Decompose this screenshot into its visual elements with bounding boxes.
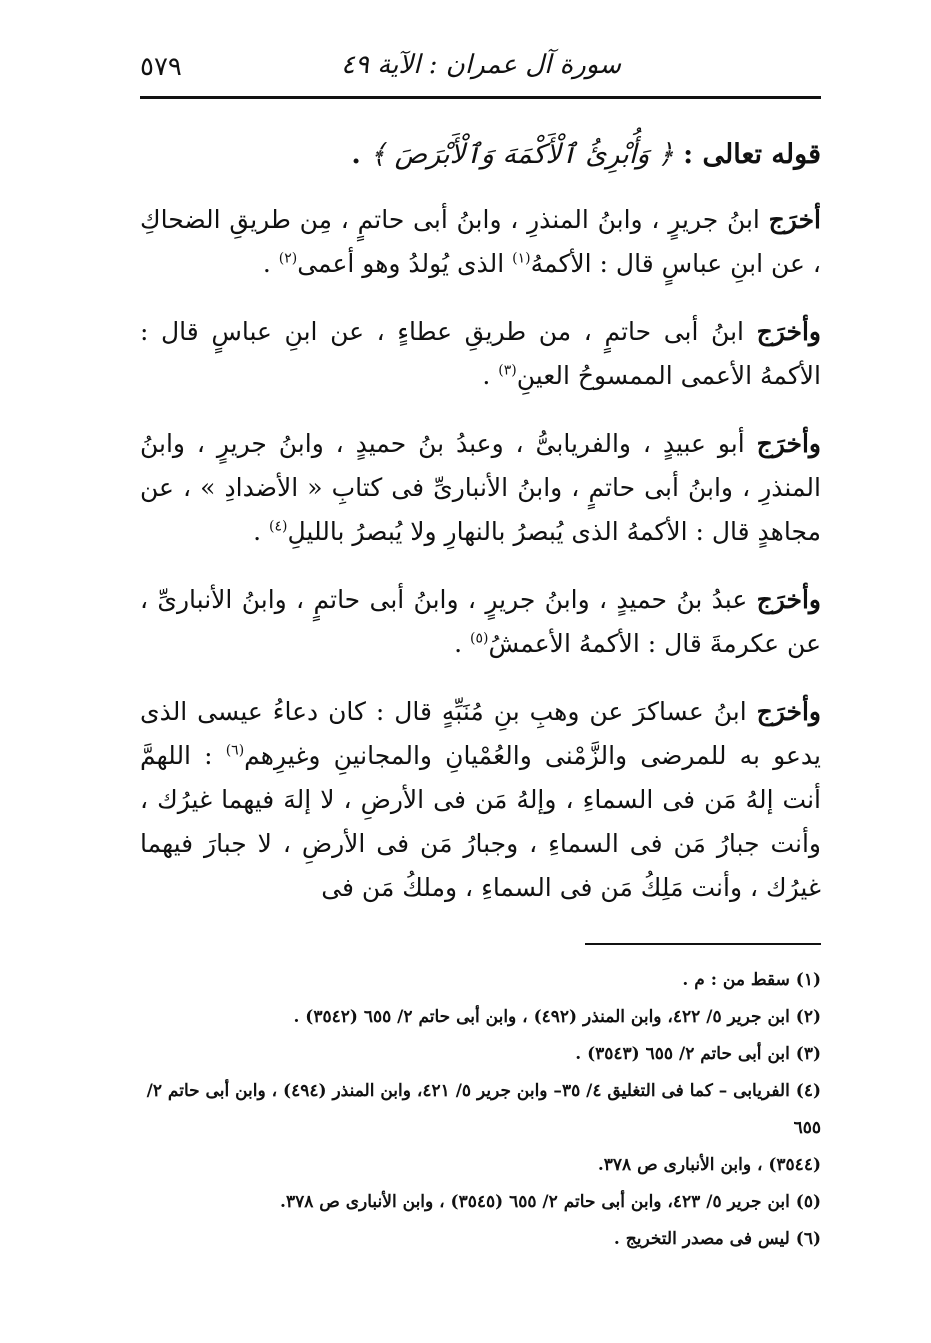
footnote-3: (٣) ابن أبى حاتم ٢/ ٦٥٥ (٣٥٤٣) . [575, 1044, 821, 1064]
paragraph-end: . [454, 629, 463, 658]
verse-heading [140, 130, 821, 180]
paragraph-1 [140, 198, 821, 286]
footnote-6: (٦) ليس فى مصدر التخريج . [613, 1229, 821, 1249]
footnote-5: (٥) ابن جرير ٥/ ٤٢٣، وابن أبى حاتم ٢/ ٦٥٥ (٣٥٤٥) ، وابن الأنبارى ص ٣٧٨. [280, 1192, 821, 1212]
page-number: ٥٧٩ [140, 52, 182, 82]
footnote-ref: (٦) [225, 742, 245, 759]
header-rule [140, 96, 821, 99]
paragraph-text: أبو عبيدٍ ، والفريابىُّ ، وعبدُ بنُ حميدٍ ، وابنُ جريرٍ ، وابنُ المنذرِ ، وابنُ أبى حاتمٍ ، وابنُ الأنبارىِّ فى كتابِ « الأضدادِ » ، عن مجاهدٍ قال : الأكمهُ الذى يُبصرُ بالنهارِ ولا يُبصرُ بالليلِ [140, 429, 821, 546]
paragraph-lead: وأخرَج [756, 585, 821, 614]
footnote-rule [585, 943, 821, 945]
main-text [140, 130, 821, 934]
paragraph-text-cont: : اللهمَّ أنت إلهُ مَن فى السماءِ ، وإلهُ مَن فى الأرضِ ، لا إلهَ فيهما غيرُك ، وأنت جبارُ مَن فى السماءِ ، وجبارُ مَن فى الأرضِ ، لا جبارَ فيهما غيرُك ، وأنت مَلِكُ مَن فى السماءِ ، وملكُ مَن فى [140, 741, 821, 902]
verse-end: . [351, 139, 361, 170]
paragraph-end: . [262, 249, 271, 278]
footnote-2: (٢) ابن جرير ٥/ ٤٢٢، وابن المنذر (٤٩٢) ، وابن أبى حاتم ٢/ ٦٥٥ (٣٥٤٢) . [293, 1007, 821, 1027]
footnote-ref: (٤) [269, 518, 288, 535]
paragraph-text-cont: الذى يُولدُ وهو أعمى [297, 249, 505, 278]
footnote-ref: (٢) [278, 250, 298, 267]
footnote-4: (٤) الفريابى – كما فى التغليق ٤/ ٣٥– وابن جرير ٥/ ٤٢١، وابن المنذر (٤٩٤) ، وابن أبى حاتم ٢/ ٦٥٥ [146, 1081, 821, 1138]
verse-quote: ﴿ وَأُبْرِئُ ٱلْأَكْمَهَ وَٱلْأَبْرَصَ ﴾ [370, 139, 674, 170]
footnotes [140, 962, 821, 1258]
paragraph-5 [140, 690, 821, 910]
footnote-1: (١) سقط من : م . [682, 970, 821, 990]
paragraph-text: عبدُ بنُ حميدٍ ، وابنُ جريرٍ ، وابنُ أبى حاتمٍ ، وابنُ الأنبارىِّ ، عن عكرمةَ قال : الأكمهُ الأعمشُ [140, 585, 821, 658]
footnote-ref: (٥) [469, 630, 489, 647]
paragraph-end: . [253, 517, 262, 546]
paragraph-3 [140, 422, 821, 554]
footnote-4-cont: (٣٥٤٤) ، وابن الأنبارى ص ٣٧٨. [597, 1155, 821, 1175]
paragraph-text: ابنُ عساكرَ عن وهبِ بنِ مُنَبِّهٍ قال : كان دعاءُ عيسى الذى يدعو به للمرضى والزَّمْنى والعُمْيانِ والمجانينِ وغيرِهم [140, 697, 822, 770]
paragraph-text: ابنُ جريرٍ ، وابنُ المنذرِ ، وابنُ أبى حاتمٍ ، مِن طريقِ الضحاكِ ، عن ابنِ عباسٍ قال : الأكمهُ [140, 205, 821, 278]
paragraph-4 [140, 578, 821, 666]
paragraph-lead: وأخرَج [756, 697, 821, 726]
paragraph-lead: وأخرَج [756, 429, 821, 458]
paragraph-lead: وأخرَج [756, 317, 821, 346]
page-header [140, 50, 821, 92]
paragraph-lead: أخرَج [768, 205, 821, 234]
paragraph-2 [140, 310, 821, 398]
verse-intro: قوله تعالى : [683, 139, 821, 170]
paragraph-end: . [482, 361, 491, 390]
footnote-ref: (١) [512, 250, 531, 267]
footnote-ref: (٣) [498, 362, 517, 379]
paragraph-text: ابنُ أبى حاتمٍ ، من طريقِ عطاءٍ ، عن ابنِ عباسٍ قال : الأكمهُ الأعمى الممسوحُ العينِ [140, 317, 821, 390]
running-title: سورة آل عمران : الآية ٤٩ [341, 50, 621, 80]
